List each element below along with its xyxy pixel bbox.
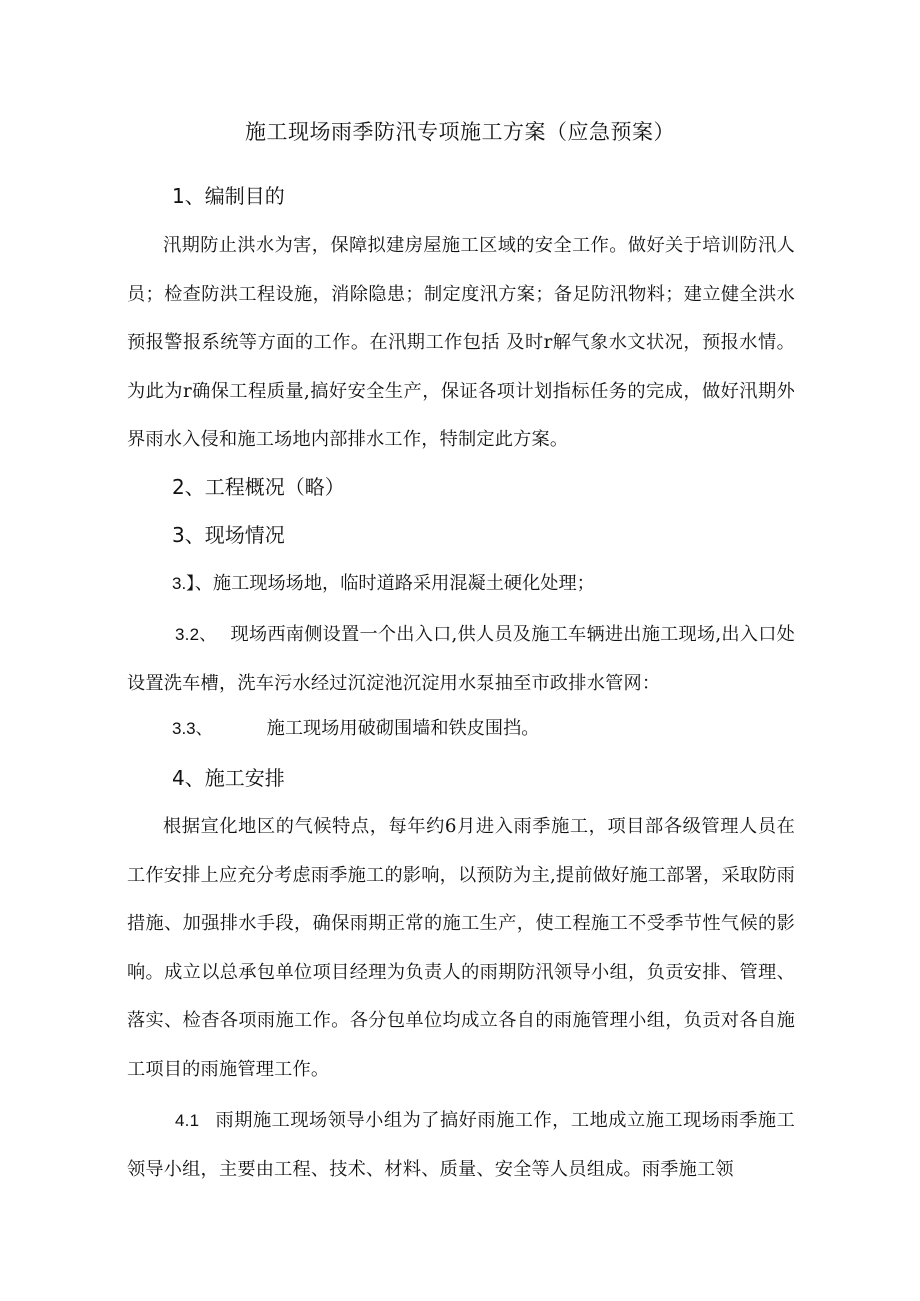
section-4-heading: 4、施工安排 <box>172 766 285 790</box>
section-3-1-text: 、施工现场场地，临时道路采用混凝土硬化处理； <box>194 573 595 594</box>
section-1-paragraph: 汛期防止洪水为害，保障拟建房屋施工区域的安全工作。做好关于培训防汛人员；检查防洪工程设施，消除隐患；制定度汛方案；备足防汛物料；建立健全洪水预报警报系统等方面的工作。在汛期工作包括 及时r解气象水文状况，预报水情。为此为r确保工程质量,搞好安全生产，保证各项计划指标任务的完成，做好汛期外界雨水入侵和施工场地内部排水工作，特制定此方案。 <box>127 235 795 451</box>
section-3-3-number: 3.3、 <box>172 719 213 738</box>
section-3-2-number: 3.2、 <box>175 625 217 644</box>
section-3-1-item <box>172 560 595 609</box>
section-4-1-number: 4.1 <box>175 1111 200 1130</box>
section-4-1-text: 雨期施工现场领导小组为了搞好雨施工作，工地成立施工现场雨季施工领导小组，主要由工程、技术、材料、质量、安全等人员组成。雨季施工领 <box>127 1110 795 1180</box>
section-3-1-number: 3.】 <box>172 574 195 593</box>
section-4-1-item <box>127 1097 795 1194</box>
section-3-3-item <box>172 705 539 754</box>
section-3-3-text: 施工现场用破砌围墙和铁皮围挡。 <box>266 718 540 739</box>
section-4-paragraph: 根据宣化地区的气候特点，每年约6月进入雨季施工，项目部各级管理人员在工作安排上应充分考虑雨季施工的影响，以预防为主,提前做好施工部署，采取防雨措施、加强排水手段，确保雨期正常的施工生产，使工程施工不受季节性气候的影响。成立以总承包单位项目经理为负责人的雨期防汛领导小组，负贡安排、管理、落实、检杳各项雨施工作。各分包单位均成立各自的雨施管理小组，负贡对各自施工项目的雨施管理工作。 <box>127 816 795 1080</box>
section-3-2-text: 现场西南侧设置一个出入口,供人员及施工车辆进出施工现场,出入口处设置洗车槽，洗车污水经过沉淀池沉淀用水泵抽至市政排水管网： <box>127 624 796 694</box>
document-title: 施工现场雨季防汛专项施工方案（应急预案） <box>245 120 675 144</box>
section-1-heading: 1、编制目的 <box>172 184 285 208</box>
section-2-heading: 2、工程概况（略） <box>172 475 345 499</box>
section-3-heading: 3、现场情况 <box>172 523 285 547</box>
section-3-2-item <box>127 611 795 708</box>
